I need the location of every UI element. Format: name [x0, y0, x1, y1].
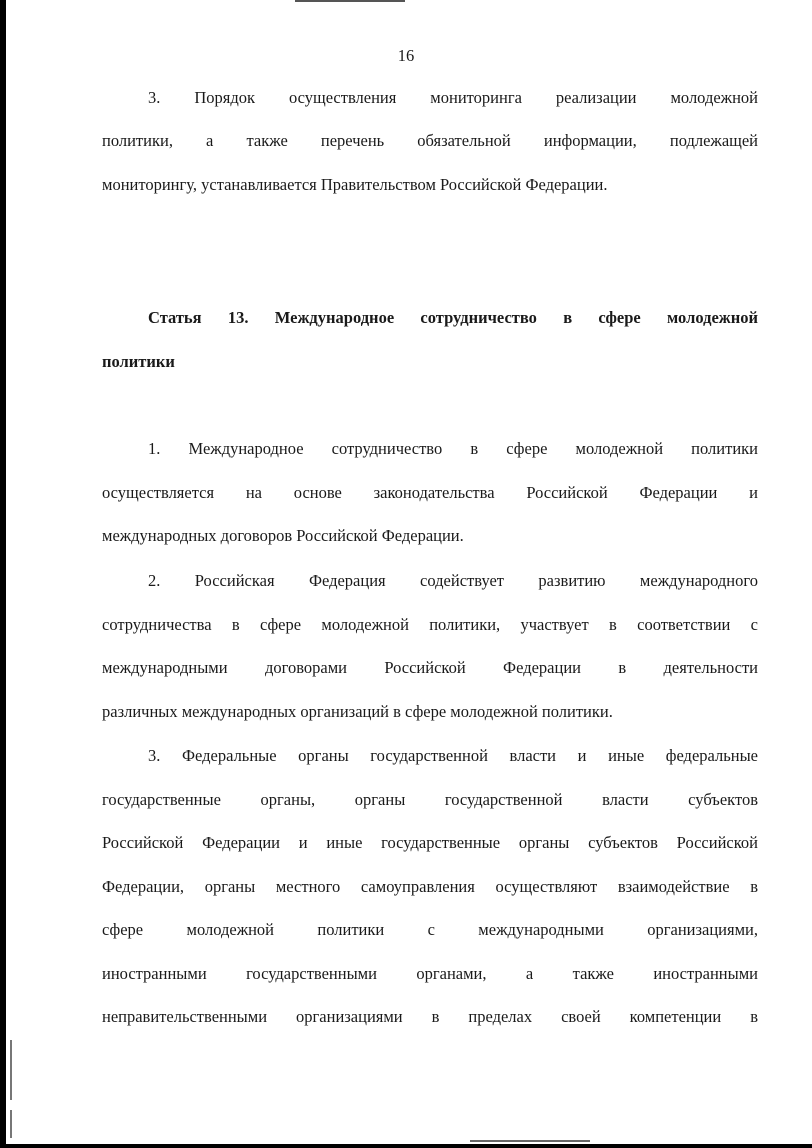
text-line: Федерации, органы местного самоуправления осуществляют взаимодействие в	[102, 877, 758, 896]
text-line: международными договорами Российской Федерации в деятельности	[102, 658, 758, 677]
scan-margin-mark	[10, 1040, 12, 1100]
text-line: мониторингу, устанавливается Правительством Российской Федерации.	[102, 175, 608, 194]
text-line: осуществляется на основе законодательства Российской Федерации и	[102, 483, 758, 502]
heading-line: политики	[102, 352, 175, 371]
text-line: государственные органы, органы государственной власти субъектов	[102, 790, 758, 809]
text-line: иностранными государственными органами, а также иностранными	[102, 964, 758, 983]
page-number: 16	[397, 46, 415, 65]
text-line: политики, а также перечень обязательной информации, подлежащей	[102, 131, 758, 150]
text-line: сфере молодежной политики с международными организациями,	[102, 920, 758, 939]
text-line: 2. Российская Федерация содействует развитию международного	[148, 571, 758, 590]
text-line: сотрудничества в сфере молодежной политики, участвует в соответствии с	[102, 615, 758, 634]
scan-bottom-smudge	[470, 1140, 590, 1142]
scan-bottom-edge	[0, 1144, 812, 1148]
text-line: 3. Федеральные органы государственной власти и иные федеральные	[148, 746, 758, 765]
text-line: различных международных организаций в сфере молодежной политики.	[102, 702, 613, 721]
heading-line: Статья 13. Международное сотрудничество в сфере молодежной	[148, 308, 758, 327]
scan-margin-mark	[10, 1110, 12, 1138]
scan-top-smudge	[295, 0, 405, 2]
text-line: международных договоров Российской Федерации.	[102, 526, 464, 545]
text-line: Российской Федерации и иные государственные органы субъектов Российской	[102, 833, 758, 852]
text-line: неправительственными организациями в пределах своей компетенции в	[102, 1007, 758, 1026]
scan-left-edge	[0, 0, 6, 1148]
text-line: 3. Порядок осуществления мониторинга реализации молодежной	[148, 88, 758, 107]
text-line: 1. Международное сотрудничество в сфере молодежной политики	[148, 439, 758, 458]
